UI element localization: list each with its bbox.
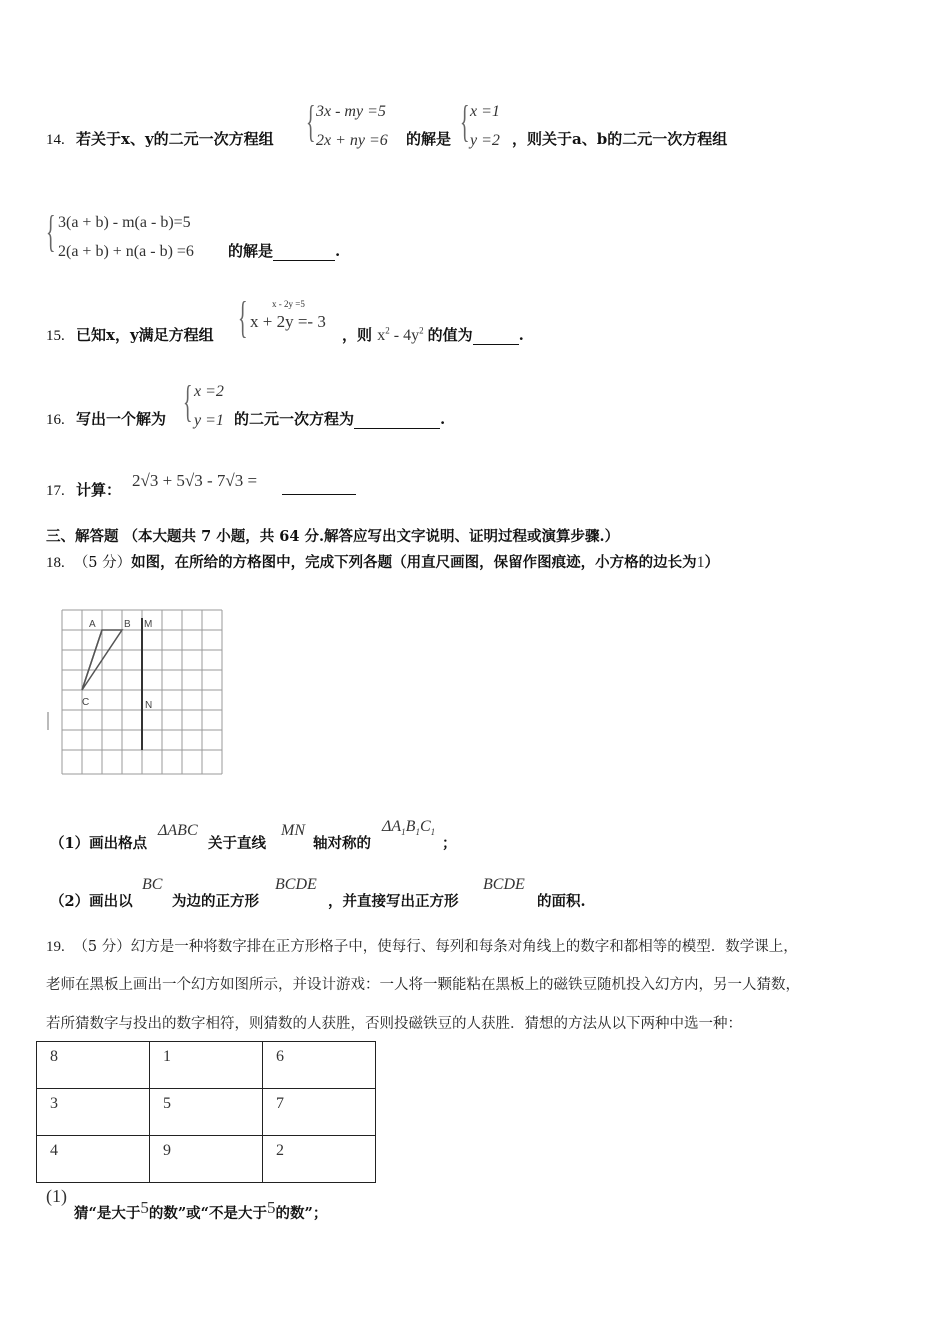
q18-part2	[50, 890, 133, 911]
q18-unit: 1	[696, 554, 705, 571]
q18-number: 18.	[46, 555, 65, 571]
q18-part2-b: 为边的正方形	[172, 893, 259, 910]
q16-sol-brace: {	[183, 377, 193, 426]
q14-line1	[46, 128, 274, 149]
q15-line	[46, 324, 214, 345]
q14-sys2-line1: 3(a + b) - m(a - b)=5	[58, 214, 191, 231]
magic-cell: 4	[37, 1136, 150, 1183]
q19-line3: 若所猜数字与投出的数字相符，则猜数的人获胜，否则投磁铁豆的人获胜．猜想的方法从以下两种中选一种：	[46, 1016, 742, 1032]
q14-number: 14.	[46, 132, 65, 148]
q14-text-c: 的解是	[406, 130, 452, 148]
magic-cell: 1	[150, 1042, 263, 1089]
magic-cell: 2	[263, 1136, 376, 1183]
q18-grid-figure	[44, 604, 228, 780]
label-a: A	[89, 619, 96, 630]
q16-line-tail	[234, 408, 445, 429]
q14-text-d: ，则关于	[512, 130, 573, 148]
q16-text-a: 写出一个解为	[75, 410, 166, 428]
q19-part1	[74, 1198, 328, 1223]
magic-row	[37, 1089, 376, 1136]
q14-text-a: 若关于	[75, 130, 121, 148]
q19-part1-n2: 5	[267, 1198, 276, 1217]
q16-text-b: 的二元一次方程为	[234, 410, 355, 428]
q18-part2-d: 的面积.	[537, 893, 586, 910]
q15-text-d: 的值为	[427, 326, 473, 344]
q17-line	[46, 479, 121, 500]
q19-part1-c: 的数”；	[275, 1205, 328, 1222]
magic-cell: 9	[150, 1136, 263, 1183]
magic-square-table	[36, 1041, 376, 1183]
q19-number: 19.	[46, 939, 65, 955]
q14-vars-ab: a、b	[572, 130, 608, 148]
q17-text-a: 计算：	[75, 481, 121, 499]
q14-text-f: 的解是	[228, 242, 274, 260]
q18-part1-a: 画出格点	[89, 835, 148, 852]
q18-score: （5 分）	[73, 555, 132, 571]
q14-end: .	[335, 242, 341, 260]
q18-part2-sq2: BCDE	[483, 876, 525, 893]
q19-part1-n1: 5	[140, 1198, 149, 1217]
q18-part1-tri2-a: ΔA	[382, 818, 402, 835]
q14-sys2-brace: {	[46, 207, 56, 256]
section3-heading: 三、解答题 （本大题共 7 小题，共 64 分.解答应写出文字说明、证明过程或演算步骤.）	[46, 528, 620, 545]
label-b: B	[124, 619, 131, 630]
q15-answer-blank[interactable]	[473, 326, 519, 345]
q19-line2: 老师在黑板上画出一个幻方如图所示，并设计游戏：一人将一颗能粘在黑板上的磁铁豆随机投入幻方内，另一人猜数，	[46, 977, 800, 993]
q14-sys2-line2: 2(a + b) + n(a - b) =6	[58, 243, 194, 260]
q18-part1-end: ；	[442, 835, 457, 852]
q15-text-b: 满足方程组	[138, 326, 214, 344]
q14-line1-tail	[512, 128, 727, 149]
q18-part1-tri2-c: C	[419, 818, 431, 835]
q18-part1-label: （1）	[50, 835, 90, 852]
q18-part1-b: 关于直线	[208, 835, 266, 852]
q18-text-end: ）	[704, 554, 720, 571]
q18-part1-sub-c: 1	[430, 827, 436, 838]
q15-sys-line1: x - 2y =5	[272, 299, 305, 309]
q18-part1-tri: ΔABC	[158, 822, 198, 839]
q14-sol1-line1: x =1	[470, 103, 500, 120]
q17-number: 17.	[46, 483, 65, 499]
q18-line	[46, 551, 719, 572]
q14-sys1-line2: 2x + ny =6	[316, 132, 388, 149]
q16-number: 16.	[46, 412, 65, 428]
magic-row	[37, 1136, 376, 1183]
q18-text: 如图，在所给的方格图中，完成下列各题（用直尺画图，保留作图痕迹，小方格的边长为	[131, 554, 697, 571]
q18-part2-a: 画出以	[89, 893, 133, 910]
label-c: C	[82, 697, 90, 708]
q18-part2-sq: BCDE	[275, 876, 317, 893]
q15-end: .	[518, 326, 524, 344]
q14-answer-blank[interactable]	[273, 242, 335, 261]
magic-cell: 5	[150, 1089, 263, 1136]
q19-line1	[46, 935, 798, 956]
q16-sol-line2: y =1	[194, 412, 224, 429]
q14-sys1-line1: 3x - my =5	[316, 103, 386, 120]
q19-part1-label: (1)	[46, 1186, 67, 1206]
q16-line	[46, 408, 166, 429]
magic-cell: 8	[37, 1042, 150, 1089]
q14-sys1-brace: {	[306, 97, 316, 146]
label-n: N	[145, 700, 153, 711]
q18-part1-sub-b: 1	[415, 827, 420, 838]
q15-text-c: ，则	[342, 326, 373, 344]
q14-sol1-line2: y =2	[470, 132, 500, 149]
q15-vars: x，y	[106, 326, 139, 344]
triangle-median-line	[82, 630, 102, 690]
q18-part1-tri2-b: B	[405, 818, 416, 835]
q17-answer-blank[interactable]	[282, 478, 356, 495]
q15-text-a: 已知	[75, 326, 106, 344]
magic-cell: 6	[263, 1042, 376, 1089]
q15-expr-mid: - 4y	[389, 327, 420, 344]
q15-expr-base1: x	[377, 327, 386, 344]
q18-part1-tri2	[382, 818, 435, 837]
magic-row	[37, 1042, 376, 1089]
q15-line-tail	[342, 324, 524, 345]
q16-end: .	[440, 410, 446, 428]
q14-vars-xy: x、y	[121, 130, 154, 148]
q19-score: （5 分）	[73, 939, 131, 955]
q19-part1-b: 的数”或“不是大于	[148, 1205, 268, 1222]
q19-part1-a: 猜“是大于	[74, 1205, 141, 1222]
q18-part1	[50, 832, 147, 853]
q17-expression: 2√3 + 5√3 - 7√3 =	[132, 471, 258, 490]
q18-part1-sub-a: 1	[401, 827, 406, 838]
q18-part2-label: （2）	[50, 893, 90, 910]
q14-text-e: 的二元一次方程组	[607, 130, 728, 148]
q15-expr-exp1: 2	[385, 325, 390, 336]
q15-expression	[377, 327, 423, 344]
q16-answer-blank[interactable]	[354, 410, 440, 429]
q19-text-line1: 幻方是一种将数字排在正方形格子中，使每行、每列和每条对角线上的数字和都相等的模型．数学课上，	[130, 939, 798, 955]
q16-sol-line1: x =2	[194, 383, 224, 400]
q14-line2-tail	[228, 240, 340, 261]
label-m: M	[144, 619, 153, 630]
q18-part1-line: MN	[281, 822, 305, 839]
q14-sol1-brace: {	[460, 97, 470, 146]
q18-part2-seg: BC	[142, 876, 163, 893]
magic-cell: 3	[37, 1089, 150, 1136]
magic-cell: 7	[263, 1089, 376, 1136]
q15-sys-line2: x + 2y =- 3	[250, 312, 326, 331]
q15-sys-brace: {	[238, 293, 248, 342]
q18-part2-c: ，并直接写出正方形	[328, 893, 459, 910]
q14-text-b: 的二元一次方程组	[153, 130, 274, 148]
q18-part1-c: 轴对称的	[313, 835, 371, 852]
q15-expr-exp2: 2	[419, 325, 424, 336]
q15-number: 15.	[46, 328, 65, 344]
